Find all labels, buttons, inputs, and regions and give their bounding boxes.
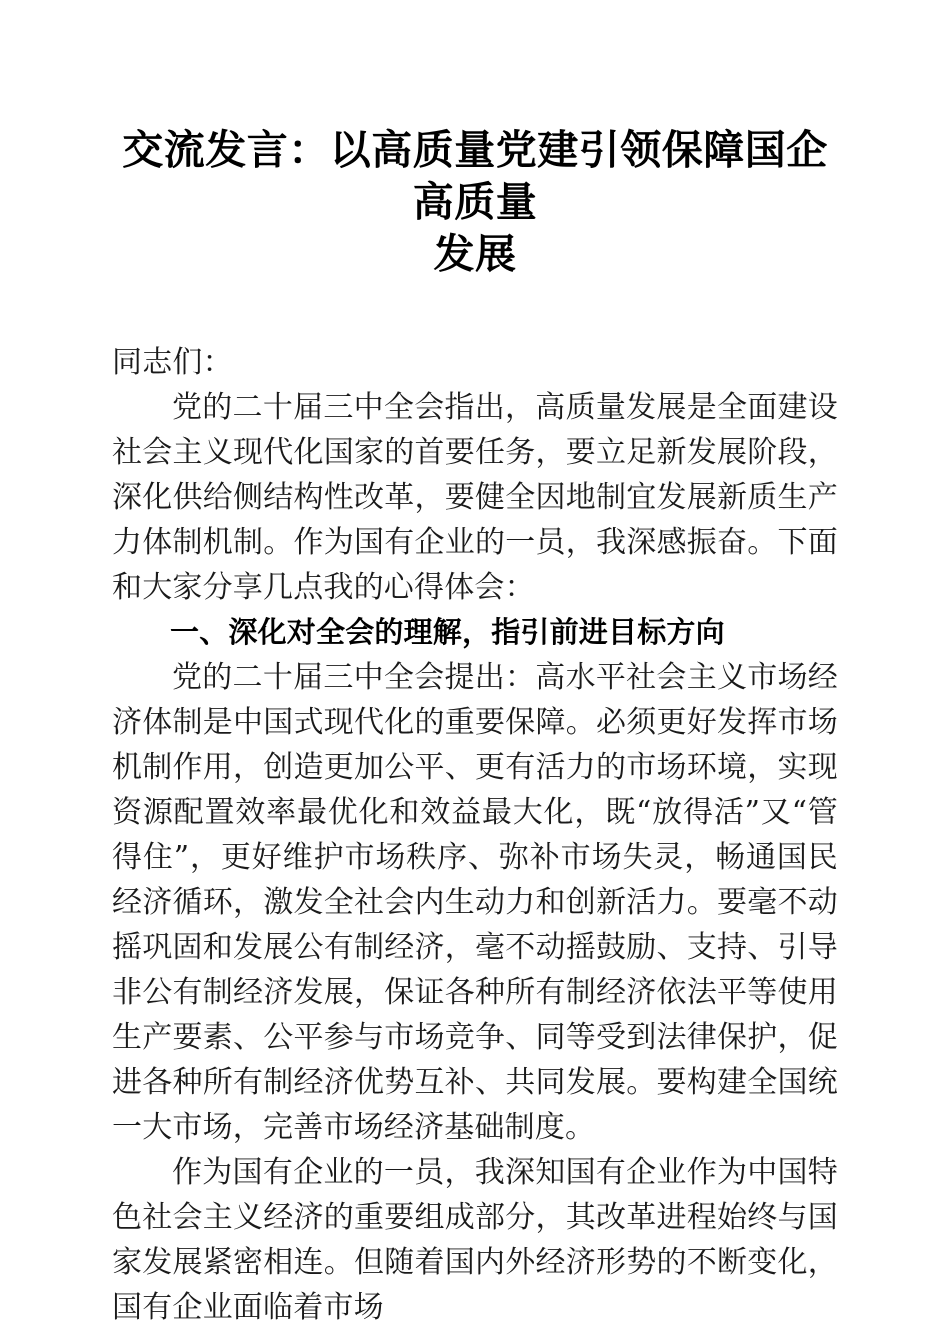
salutation: 同志们： [112,345,233,380]
page-title-line-2: 发展 [433,230,517,278]
section-heading-1: 一、深化对全会的理解，指引前进目标方向 [170,615,725,649]
body-paragraph-1: 党的二十届三中全会指出，高质量发展是全面建设社会主义现代化国家的首要任务，要立足新发展阶段，深化供给侧结构性改革，要健全因地制宜发展新质生产力体制机制。作为国有企业的一员，我深感振奋。下面和大家分享几点我的心得体会： [112,390,838,605]
body-paragraph-3: 作为国有企业的一员，我深知国有企业作为中国特色社会主义经济的重要组成部分，其改革进程始终与国家发展紧密相连。但随着国内外经济形势的不断变化，国有企业面临着市场 [112,1155,838,1325]
page-title-line-1: 交流发言：以高质量党建引领保障国企高质量 [122,126,828,226]
body-paragraph-2: 党的二十届三中全会提出：高水平社会主义市场经济体制是中国式现代化的重要保障。必须更好发挥市场机制作用，创造更加公平、更有活力的市场环境，实现资源配置效率最优化和效益最大化，既“放得活”又“管得住”，更好维护市场秩序、弥补市场失灵，畅通国民经济循环，激发全社会内生动力和创新活力。要毫不动摇巩固和发展公有制经济，毫不动摇鼓励、支持、引导非公有制经济发展，保证各种所有制经济依法平等使用生产要素、公平参与市场竞争、同等受到法律保护，促进各种所有制经济优势互补、共同发展。要构建全国统一大市场，完善市场经济基础制度。 [112,660,838,1145]
page-title [112,0,838,280]
document-text-column [112,0,838,1330]
